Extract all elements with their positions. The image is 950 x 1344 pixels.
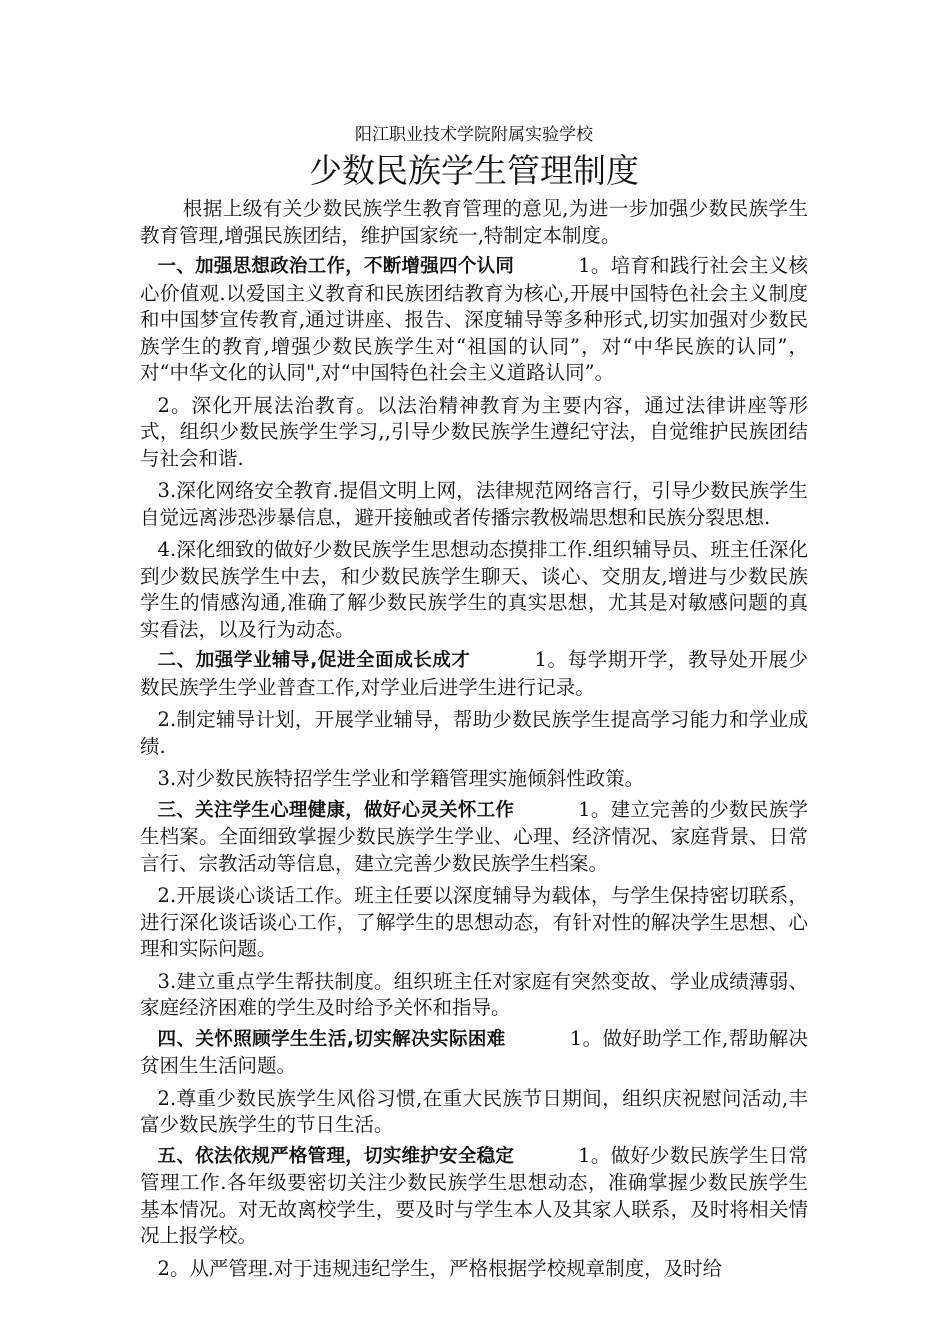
section-5-first	[140, 1143, 808, 1250]
section-2-heading: 二、加强学业辅导,促进全面成长成才	[157, 650, 471, 671]
section-2-first	[140, 647, 808, 701]
section-3-first	[140, 797, 808, 878]
section-5-item-2: 2。从严管理.对于违规违纪学生，严格根据学校规章制度，及时给	[157, 1256, 723, 1280]
section-2-item-1: 1。每学期开学，教导处开展少数民族学生学业普查工作,对学业后进学生进行记录。	[140, 648, 808, 699]
section-1-heading: 一、加强思想政治工作，不断增强四个认同	[157, 256, 515, 277]
section-4-item-2: 2.尊重少数民族学生风俗习惯,在重大民族节日期间，组织庆祝慰问活动,丰富少数民族学生的节日生活。	[140, 1086, 808, 1136]
school-name: 阳江职业技术学院附属实验学校	[355, 125, 593, 145]
section-1-first	[140, 253, 808, 387]
document-page	[140, 122, 808, 1282]
section-4-heading: 四、关怀照顾学生生活,切实解决实际困难	[157, 1028, 506, 1050]
section-4-item-1: 1。做好助学工作,帮助解决贫困生生活问题。	[140, 1026, 809, 1077]
section-3-heading: 三、关注学生心理健康，做好心灵关怀工作	[157, 799, 515, 821]
section-5-heading: 五、依法依规严格管理，切实维护安全稳定	[157, 1145, 515, 1167]
document-title: 少数民族学生管理制度	[309, 151, 639, 190]
section-2-item-3: 3.对少数民族特招学生学业和学籍管理实施倾斜性政策。	[157, 767, 645, 790]
section-1-item-4: 4.深化细致的做好少数民族学生思想动态摸排工作.组织辅导员、班主任深化到少数民族学生中去，和少数民族学生聊天、谈心、交朋友,增进与少数民族学生的情感沟通,准确了解少数民族学生的真实思想，尤其是对敏感问题的真实看法，以及行为动态。	[140, 538, 808, 641]
section-1-item-3: 3.深化网络安全教育.提倡文明上网，法律规范网络言行，引导少数民族学生自觉远离涉恐涉暴信息，避开接触或者传播宗教极端思想和民族分裂思想.	[140, 479, 808, 529]
intro-paragraph: 根据上级有关少数民族学生教育管理的意见,为进一步加强少数民族学生教育管理,增强民族团结，维护国家统一,特制定本制度。	[140, 197, 808, 247]
section-1-item-1: 1。培育和践行社会主义核心价值观.以爱国主义教育和民族团结教育为核心,开展中国特色社会主义制度和中国梦宣传教育,通过讲座、报告、深度辅导等多种形式,切实加强对少数民族学生的教育,增强少数民族学生对“祖国的认同”，对“中华民族的认同”，对“中华文化的认同",对“中国特色社会主义道路认同”。	[140, 254, 808, 384]
section-5-item-1: 1。做好少数民族学生日常管理工作.各年级要密切关注少数民族学生思想动态，准确掌握少数民族学生基本情况。对无故离校学生，要及时与学生本人及其家人联系，及时将相关情况上报学校。	[140, 1143, 808, 1247]
section-3-item-3: 3.建立重点学生帮扶制度。组织班主任对家庭有突然变故、学业成绩薄弱、家庭经济困难的学生及时给予关怀和指导。	[140, 969, 808, 1019]
section-1-item-2: 2。深化开展法治教育。以法治精神教育为主要内容，通过法律讲座等形式，组织少数民族学生学习,,引导少数民族学生遵纪守法，自觉维护民族团结与社会和谐.	[140, 393, 808, 470]
section-3-item-1: 1。建立完善的少数民族学生档案。全面细致掌握少数民族学生学业、心理、经济情况、家庭背景、日常言行、宗教活动等信息，建立完善少数民族学生档案。	[140, 797, 808, 875]
section-4-first	[140, 1026, 808, 1080]
section-2-item-2: 2.制定辅导计划，开展学业辅导，帮助少数民族学生提高学习能力和学业成绩.	[140, 708, 808, 758]
section-3-item-2: 2.开展谈心谈话工作。班主任要以深度辅导为载体，与学生保持密切联系，进行深化谈话谈心工作，了解学生的思想动态，有针对性的解决学生思想、心理和实际问题。	[140, 884, 808, 960]
